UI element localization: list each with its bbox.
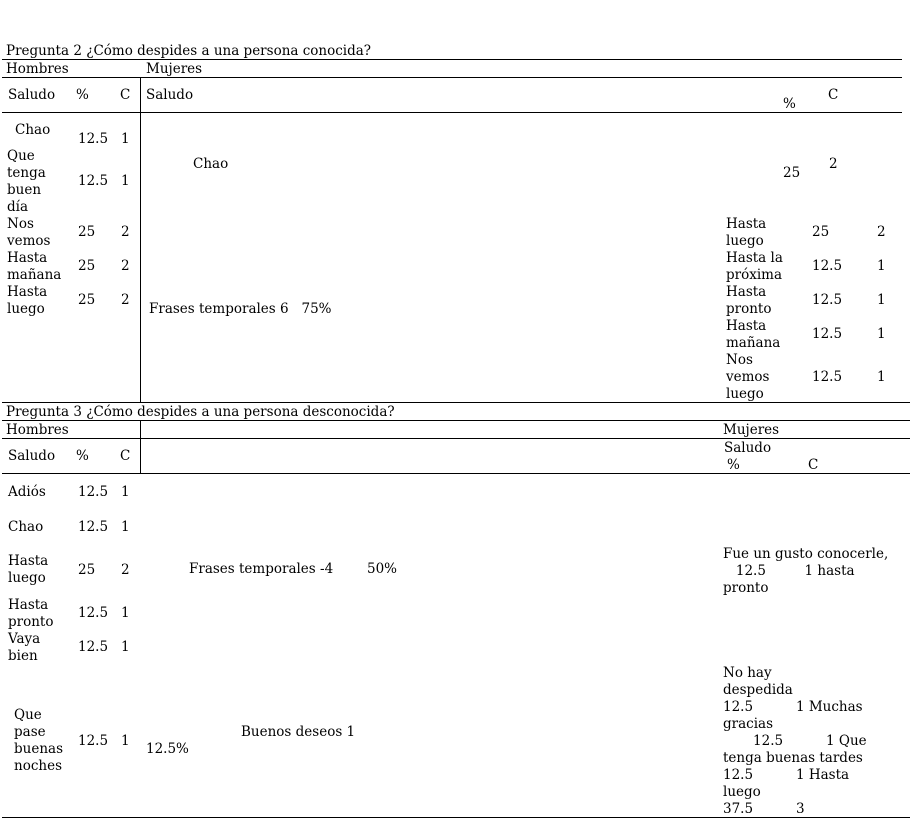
q3-buenos-deseos: Buenos deseos 1: [241, 724, 356, 740]
q3-m-line: 12.5 1 hasta: [723, 563, 855, 579]
q2-m-c: 1: [877, 326, 886, 342]
q3-m-line: No hay: [723, 665, 772, 681]
q3-h-pct: 12.5: [78, 733, 109, 749]
q3-m-line: 12.5 1 Muchas: [723, 699, 863, 715]
q2-m-saludo: Hasta la próxima: [726, 250, 783, 283]
q3-h-pct: 12.5: [78, 605, 109, 621]
q2-h-saludo: Chao: [15, 122, 51, 138]
q2-h-pct: 25: [78, 292, 96, 308]
q3-m-line: Fue un gusto conocerle,: [723, 546, 889, 562]
q3-h-c: 2: [121, 562, 130, 578]
q2-m-chao-c: 2: [829, 156, 838, 172]
q2-m-saludo: Nos vemos luego: [726, 352, 770, 402]
q3-m-line: despedida: [723, 682, 793, 698]
q3-h-c: 1: [121, 519, 130, 535]
q3-h-c: 1: [121, 605, 130, 621]
q3-m-line: gracias: [723, 716, 773, 732]
q2-m-saludo: Hasta luego: [726, 216, 767, 249]
q3-h-c: 1: [121, 733, 130, 749]
q3-h-saludo-que-pase: [14, 707, 62, 775]
q3-h-pct: 12.5: [78, 484, 109, 500]
q2-h-saludo: Hasta mañana: [7, 250, 62, 283]
q2-m-c: 1: [877, 369, 886, 385]
q3-frases-pct: 50%: [367, 561, 398, 577]
q2-m-saludo: Hasta mañana: [726, 318, 781, 351]
q3-h-saludo: Vaya bien: [8, 631, 41, 664]
q3-m-line: tenga buenas tardes: [723, 750, 863, 766]
rule: [2, 438, 910, 439]
q2-m-pct: 12.5: [812, 326, 843, 342]
q3-m-col-c: C: [808, 457, 819, 473]
q3-h-col-c: C: [120, 448, 131, 464]
q3-h-pct: 12.5: [78, 639, 109, 655]
rule: [2, 402, 910, 403]
q2-m-pct: 12.5: [812, 292, 843, 308]
q3-m-col-saludo: Saludo: [724, 440, 772, 456]
q3-mujeres-header: Mujeres: [723, 422, 780, 438]
q2-m-pct: 25: [812, 224, 830, 240]
q2-m-c: 1: [877, 258, 886, 274]
rule: [2, 59, 902, 60]
rule: [2, 473, 910, 474]
q2-h-c: 1: [121, 173, 130, 189]
q3-m-line: luego: [723, 784, 761, 800]
q3-h-c: 1: [121, 484, 130, 500]
q3-title: Pregunta 3 ¿Cómo despides a una persona desconocida?: [6, 404, 395, 420]
q2-h-c: 1: [121, 131, 130, 147]
q3-h-col-saludo: Saludo: [8, 448, 56, 464]
q2-m-col-pct: %: [783, 96, 796, 112]
q2-h-pct: 12.5: [78, 173, 109, 189]
q2-m-col-c: C: [828, 87, 839, 103]
q3-h-saludo: Hasta pronto: [8, 597, 54, 630]
q2-h-saludo: Nos vemos: [7, 216, 51, 249]
q2-h-col-saludo: Saludo: [8, 87, 56, 103]
q2-m-c: 2: [877, 224, 886, 240]
q3-h-col-pct: %: [76, 448, 89, 464]
q2-h-col-c: C: [120, 87, 131, 103]
q2-m-pct: 12.5: [812, 369, 843, 385]
q3-h-c: 1: [121, 639, 130, 655]
q3-m-col-pct: %: [727, 457, 740, 473]
q2-frases-temporales: Frases temporales 6 75%: [149, 301, 332, 317]
q3-hombres-header: Hombres: [6, 422, 69, 438]
q2-h-c: 2: [121, 224, 130, 240]
q3-m-line: pronto: [723, 580, 769, 596]
q2-h-pct: 25: [78, 224, 96, 240]
q2-h-c: 2: [121, 292, 130, 308]
q2-m-saludo: Hasta pronto: [726, 284, 772, 317]
q3-h-saludo: Hasta luego: [8, 553, 49, 586]
q2-h-pct: 12.5: [78, 131, 109, 147]
rule: [2, 77, 902, 78]
q3-h-saludo: Chao: [8, 519, 44, 535]
q3-m-line: 12.5 1 Hasta: [723, 767, 850, 783]
q3-h-pct: 12.5: [78, 519, 109, 535]
rule: [2, 420, 910, 421]
q2-h-saludo: Hasta luego: [7, 284, 48, 317]
column-divider: [140, 420, 141, 473]
q2-m-c: 1: [877, 292, 886, 308]
q2-h-col-pct: %: [76, 87, 89, 103]
q2-hombres-header: Hombres: [6, 61, 69, 77]
q3-buenos-deseos-pct: 12.5%: [146, 741, 189, 757]
q2-m-col-saludo: Saludo: [146, 87, 194, 103]
q3-h-saludo: Adiós: [8, 484, 46, 500]
q2-mujeres-header: Mujeres: [146, 61, 203, 77]
q2-h-saludo: Que tenga buen día: [7, 148, 46, 215]
q3-frases-temporales: Frases temporales -4: [189, 561, 334, 577]
q2-m-pct: 12.5: [812, 258, 843, 274]
column-divider: [140, 77, 141, 402]
q3-h-saludo: Que pase buenas noches: [14, 707, 63, 774]
q2-h-c: 2: [121, 258, 130, 274]
q2-m-chao: Chao: [193, 156, 229, 172]
rule: [2, 817, 910, 818]
q2-m-chao-pct: 25: [783, 165, 801, 181]
rule: [2, 112, 902, 113]
q2-h-pct: 25: [78, 258, 96, 274]
q3-h-pct: 25: [78, 562, 96, 578]
q2-title: Pregunta 2 ¿Cómo despides a una persona conocida?: [6, 43, 372, 59]
q3-m-line: 37.5 3: [723, 801, 805, 817]
q3-m-line: 12.5 1 Que: [723, 733, 867, 749]
